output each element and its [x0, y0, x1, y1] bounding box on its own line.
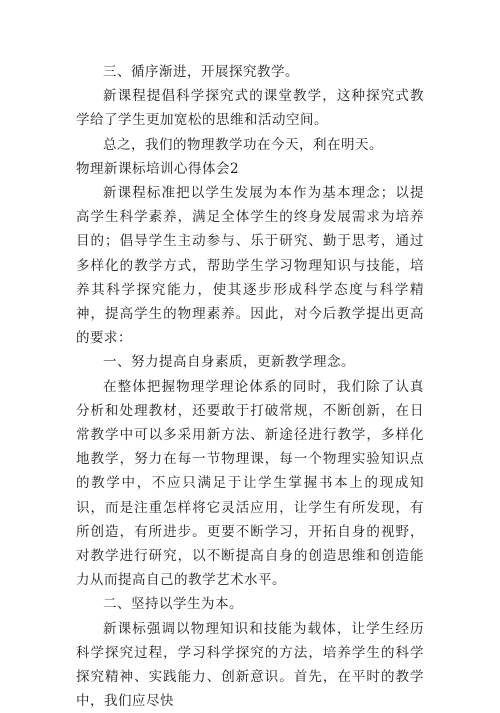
section-heading-1: 一、努力提高自身素质，更新教学理念。 [103, 354, 355, 371]
section-heading-3: 三、循序渐进，开展探究教学。 [103, 64, 299, 80]
paragraph: 在整体把握物理学理论体系的同时，我们除了认真分析和处理教材，还要敢于打破常规，不断创新，在日常教学中可以多采用新方法、新途径进行教学，多样化地教学，努力在每一节物理课，每一个物理实验知识点的教学中，不应只满足于让学生掌握书本上的现成知识，而是注重怎样将它灵活应用，让学生有所发现，有所创造，有所进步。更要不断学习，开拓自身的视野，对教学进行研究，以不断提高自身的创造思维和创造能力从而提高自己的教学艺术水平。 [76, 378, 424, 589]
document-body [76, 60, 424, 713]
paragraph: 新课程标准把以学生发展为本作为基本理念；以提高学生科学素养，满足全体学生的终身发展需求为培养目的；倡导学生主动参与、乐于研究、勤于思考，通过多样化的教学方式，帮助学生学习物理知识与技能，培养其科学探究能力，使其逐步形成科学态度与科学精神，提高学生的物理素养。因此，对今后教学提出更高的要求： [76, 185, 424, 347]
paragraph: 总之，我们的物理教学功在今天，利在明天。 [103, 136, 383, 153]
section-heading-2: 二、坚持以学生为本。 [103, 596, 243, 613]
document-title: 物理新课标培训心得体会2 [76, 160, 240, 177]
paragraph: 新课标强调以物理知识和技能为载体，让学生经历科学探究过程，学习科学探究的方法，培养学生的科学探究精神、实践能力、创新意识。首先，在平时的教学中，我们应尽快 [76, 620, 424, 710]
paragraph: 新课程提倡科学探究式的课堂教学，这种探究式教学给了学生更加宽松的思维和活动空间。 [76, 88, 424, 129]
